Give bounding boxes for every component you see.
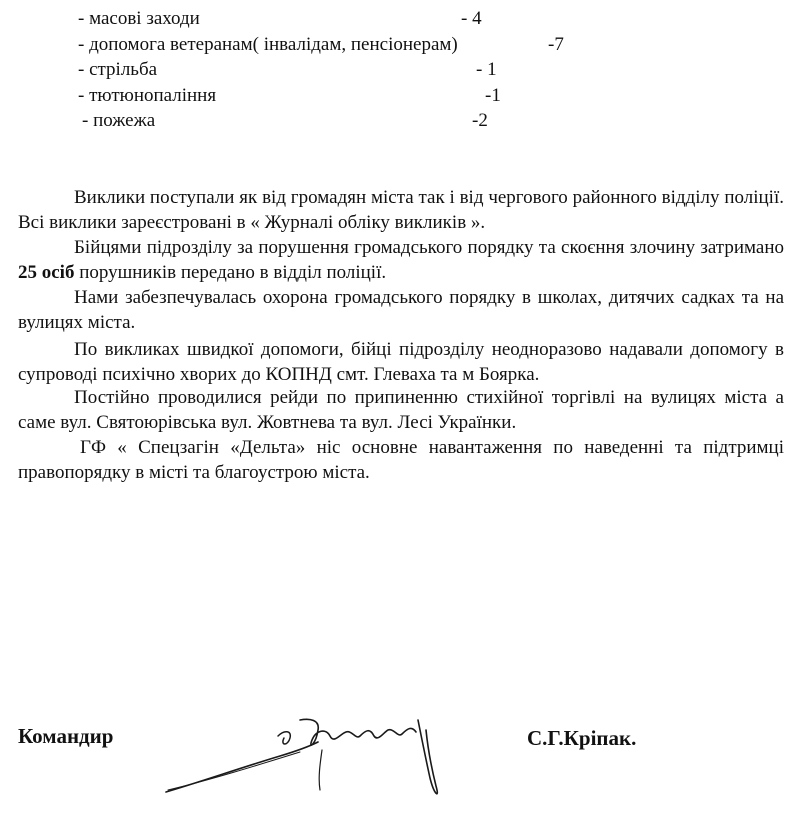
paragraph-protection: Нами забезпечувалась охорона громадського порядку в школах, дитячих садках та на вулицях міста. bbox=[18, 287, 784, 333]
paragraph-detentions: Бійцями підрозділу за порушення громадського порядку та скоєння злочину затримано 25 осіб порушників передано в відділ поліції. bbox=[18, 237, 784, 283]
stat-value: -2 bbox=[472, 110, 488, 131]
stat-value: - 1 bbox=[476, 59, 497, 80]
stat-label: - стрільба bbox=[78, 59, 158, 80]
paragraph-calls: Виклики поступали як від громадян міста так і від чергового районного відділу поліції. Всі виклики зареєстровані в « Журналі обліку викликів ». bbox=[18, 187, 784, 233]
stat-label: - пожежа bbox=[82, 110, 156, 131]
stat-label: - тютюнопаління bbox=[78, 85, 217, 106]
signatory-title: Командир bbox=[18, 724, 114, 748]
stat-value: -1 bbox=[485, 85, 501, 106]
paragraph-ambulance: По викликах швидкої допомоги, бійці підрозділу неодноразово надавали допомогу в супроводі психічно хворих до КОПНД смт. Глеваха та м Боярка. bbox=[18, 339, 784, 385]
stat-value: -7 bbox=[548, 34, 564, 55]
paragraph-raids: Постійно проводилися рейди по припиненню стихійної торгівлі на вулицях міста а саме вул. Святоюрівська вул. Жовтнева та вул. Лесі Українки. bbox=[18, 387, 784, 433]
stat-label: - допомога ветеранам( інвалідам, пенсіонерам) bbox=[78, 34, 458, 55]
stat-label: - масові заходи bbox=[78, 8, 200, 29]
signatory-name: С.Г.Кріпак. bbox=[527, 726, 637, 750]
paragraph-delta: ГФ « Спецзагін «Дельта» ніс основне навантаження по наведенні та підтримці правопорядку в місті та благоустрою міста. bbox=[18, 437, 784, 483]
stat-value: - 4 bbox=[461, 8, 482, 29]
handwritten-signature bbox=[160, 690, 450, 815]
detained-count: 25 осіб bbox=[18, 261, 75, 283]
